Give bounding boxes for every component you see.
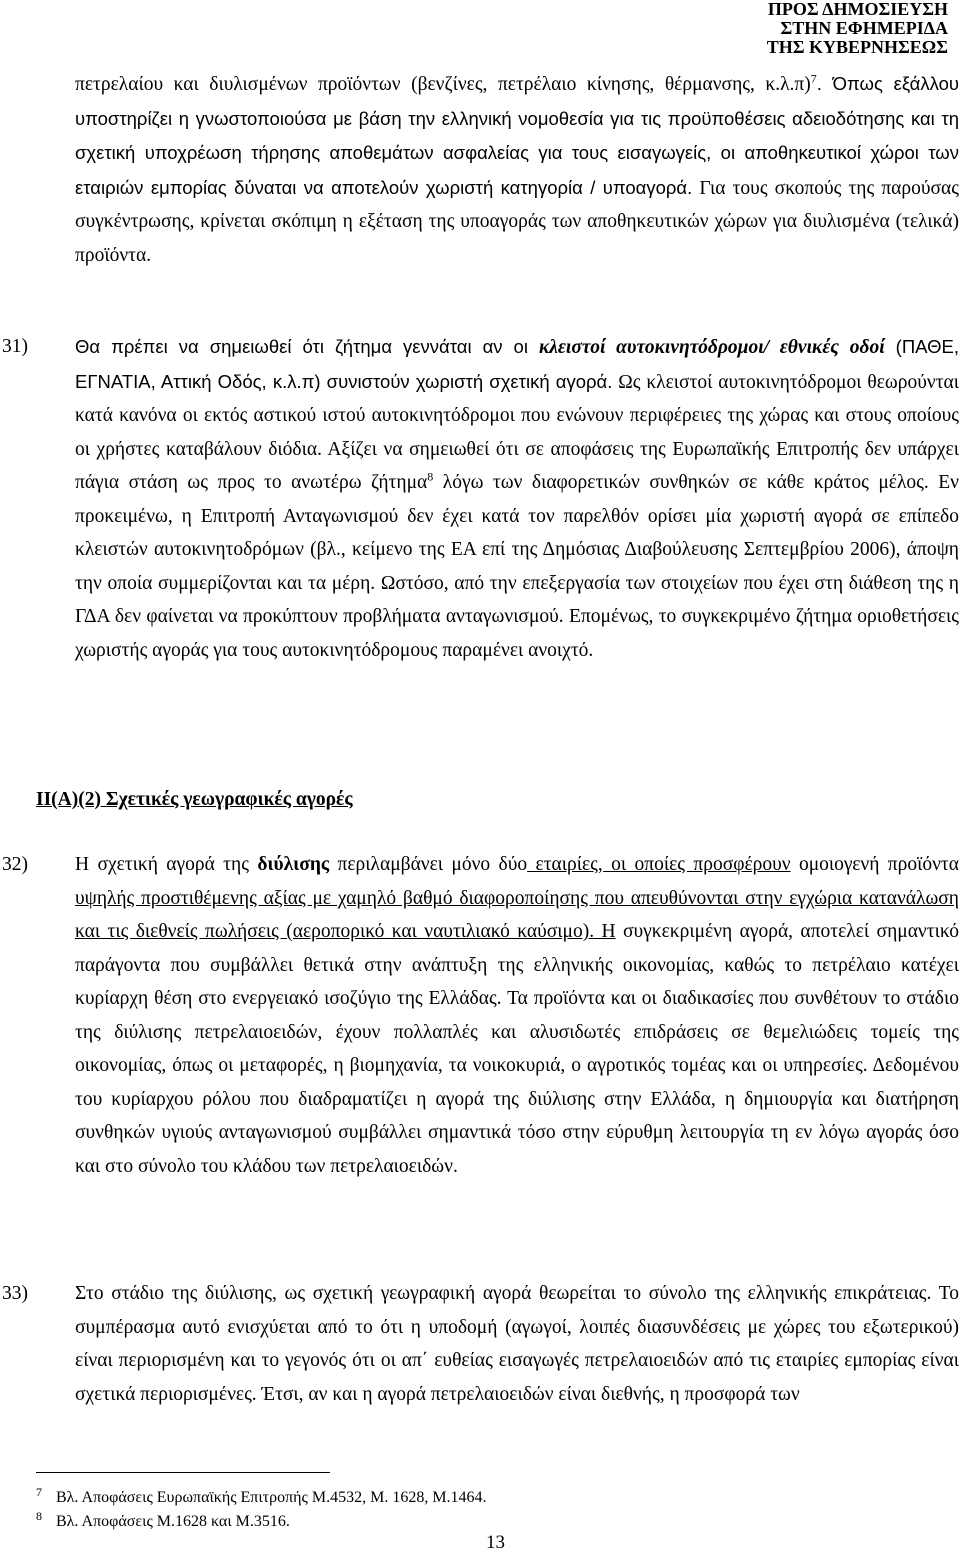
text: λόγω των διαφορετικών συνθηκών σε κάθε κράτος μέλος. Εν προκειμένω, η Επιτροπή Ανταγωνισμού δεν έχει κατά τον παρελθόν ορίσει μία χωριστή αγορά σε επίπεδο κλειστών αυτοκινητοδρόμων (βλ., κείμενο της ΕΑ επί της Δημόσιας Διαβούλευσης Σεπτεμβρίου 2006), άποψη την οποία συμμερίζονται και τα μέρη. Ωστόσο, από την επεξεργασία των στοιχείων που έχει στη διάθεση της η ΓΔΑ δεν φαίνεται να προκύπτουν προβλήματα ανταγωνισμού. Επομένως, το συγκεκριμένο ζήτημα οριοθετήσεις χωριστής αγοράς για τους αυτοκινητόδρομους παραμένει ανοιχτό. bbox=[75, 472, 959, 661]
text: Η σχετική αγορά της bbox=[75, 854, 258, 875]
page-number: 13 bbox=[486, 1532, 505, 1553]
paragraph-32 bbox=[75, 848, 959, 1183]
text: . Όπως εξάλλου υποστηρίζει η γνωστοποιούσα με βάση την ελληνική νομοθεσία για τις προϋποθέσεις αδειοδότησης και τη σχετική υποχρέωση τήρησης αποθεμάτων ασφαλείας για τους εισαγωγείς, οι αποθηκευτικοί χώροι των εταιριών εμπορίας δύναται να αποτελούν χωριστή κατηγορία / υποαγορά. bbox=[75, 73, 960, 198]
intro-paragraph bbox=[75, 67, 959, 272]
text: πετρελαίου και διυλισμένων προϊόντων (βενζίνες, πετρέλαιο κίνησης, θέρμανσης, κ.λ.π) bbox=[75, 74, 811, 95]
paragraph-number: 33) bbox=[2, 1283, 28, 1304]
footnote-separator bbox=[36, 1472, 330, 1473]
header-line: ΠΡΟΣ ΔΗΜΟΣΙΕΥΣΗ bbox=[767, 0, 948, 19]
footnote-number: 8 bbox=[36, 1509, 42, 1523]
paragraph-number: 32) bbox=[2, 854, 28, 875]
emphasis-text: κλειστοί αυτοκινητόδρομοι/ εθνικές οδοί bbox=[538, 337, 885, 358]
text: Στο στάδιο της διύλισης, ως σχετική γεωγραφική αγορά θεωρείται το σύνολο της ελληνικής επικράτειας. Το συμπέρασμα αυτό ενισχύεται από το ότι η υποδομή (αγωγοί, λοιπές διασυνδέσεις με χώρες του εξωτερικού) είναι περιορισμένη και το γεγονός ότι οι απ΄ ευθείας εισαγωγές πετρελαιοειδών από τις εταιρίες εμπορίας είναι σχετικά περιορισμένες. Έτσι, αν και η αγορά πετρελαιοειδών είναι διεθνής, η προσφορά των bbox=[75, 1283, 959, 1405]
header-line: ΣΤΗΝ ΕΦΗΜΕΡΙΔΑ bbox=[780, 18, 948, 38]
paragraph-33 bbox=[75, 1277, 959, 1411]
footnote-text: Βλ. Αποφάσεις Ευρωπαϊκής Επιτροπής Μ.4532, Μ. 1628, Μ.1464. bbox=[56, 1489, 487, 1506]
text: περιλαμβάνει μόνο δύο bbox=[329, 854, 528, 875]
text: ομοιογενή προϊόντα bbox=[790, 854, 959, 875]
footnote bbox=[36, 1506, 290, 1532]
text: συγκεκριμένη αγορά, αποτελεί σημαντικό παράγοντα που συμβάλλει θετικά στην ανάπτυξη της ελληνικής οικονομίας, καθώς το πετρέλαιο κατέχει κυρίαρχη θέση στο ενεργειακό ισοζύγιο της Ελλάδας. Τα προϊόντα και οι διαδικασίες που συνθέτουν το στάδιο της διύλισης πετρελαιοειδών, έχουν πολλαπλές και αλυσιδωτές επιδράσεις σε θεμελιώδεις τομείς της οικονομίας, όπως οι μεταφορές, η βιομηχανία, τα νοικοκυριά, ο αγροτικός τομέας και οι υπηρεσίες. Δεδομένου του κυρίαρχου ρόλου που διαδραματίζει η αγορά της διύλισης στην Ελλάδα, η δημιουργία και διατήρηση συνθηκών υγιούς ανταγωνισμού συμβάλλει σημαντικά τόσο στην εύρυθμη λειτουργία τη εν λόγω αγοράς όσο και στο σύνολο του κλάδου των πετρελαιοειδών. bbox=[75, 921, 959, 1177]
text: (ΠΑΘΕ, ΕΓΝΑΤΙΑ, Αττική Οδός, κ.λ.π) συνιστούν χωριστή σχετική αγορά. bbox=[75, 336, 960, 392]
underlined-text: υψηλής προστιθέμενης αξίας με χαμηλό βαθμό διαφοροποίησης που απευθύνονται στην εγχώρια κατανάλωση και τις διεθνείς πωλήσεις (αεροπορικό και ναυτιλιακό καύσιμο). bbox=[75, 887, 959, 942]
footnote-ref: 7 bbox=[810, 71, 817, 86]
text: Ως κλειστοί αυτοκινητόδρομοι θεωρούνται κατά κανόνα οι εκτός αστικού ιστού αυτοκινητόδρομοι που ενώνουν περιφέρειες της χώρας και στους οποίους οι χρήστες καταβάλουν διόδια. Αξίζει να σημειωθεί ότι σε αποφάσεις της Ευρωπαϊκής Επιτροπής δεν υπάρχει πάγια στάση ως προς το ανωτέρω ζήτημα bbox=[75, 371, 959, 493]
underlined-text: Η bbox=[594, 921, 616, 942]
footnote-ref: 8 bbox=[427, 469, 434, 484]
section-heading: ΙΙ(Α)(2) Σχετικές γεωγραφικές αγορές bbox=[36, 789, 353, 810]
footnote-number: 7 bbox=[36, 1485, 42, 1499]
text: Θα πρέπει να σημειωθεί ότι ζήτημα γεννάται αν οι bbox=[75, 336, 539, 357]
underlined-text: εταιρίες, οι οποίες προσφέρουν bbox=[527, 854, 791, 875]
paragraph-number: 31) bbox=[2, 336, 28, 357]
footnote bbox=[36, 1482, 487, 1508]
footnote-text: Βλ. Αποφάσεις Μ.1628 και Μ.3516. bbox=[56, 1513, 290, 1530]
text: Για τους σκοπούς της παρούσας συγκέντρωσης, κρίνεται σκόπιμη η εξέταση της υποαγοράς των αποθηκευτικών χώρων για διυλισμένα (τελικά) προϊόντα. bbox=[75, 177, 959, 266]
publication-header bbox=[767, 0, 948, 57]
paragraph-31 bbox=[75, 330, 959, 667]
header-line: ΤΗΣ ΚΥΒΕΡΝΗΣΕΩΣ bbox=[766, 37, 948, 57]
bold-text: διύλισης bbox=[257, 854, 330, 875]
